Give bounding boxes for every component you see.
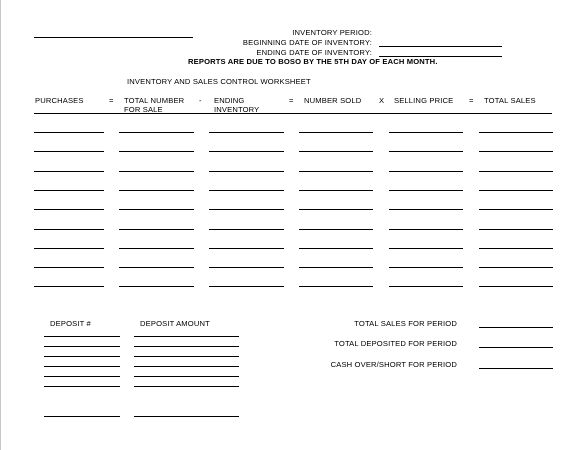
purchases-entry-line[interactable] [34, 267, 104, 268]
beginning-date-label: BEGINNING DATE OF INVENTORY: [242, 38, 372, 47]
deposit-amount-entry-line[interactable] [134, 366, 239, 367]
selling-price-entry-line[interactable] [389, 151, 463, 152]
deposit-number-entry-line[interactable] [44, 366, 120, 367]
ending-inventory-entry-line[interactable] [209, 286, 284, 287]
op-equals-2: = [289, 96, 294, 105]
number-sold-entry-line[interactable] [299, 190, 373, 191]
ending-inventory-entry-line[interactable] [209, 248, 284, 249]
col-for-sale: FOR SALE [124, 105, 163, 114]
purchases-entry-line[interactable] [34, 171, 104, 172]
op-minus: - [199, 96, 202, 105]
total-deposited-label: TOTAL DEPOSITED FOR PERIOD [334, 339, 457, 348]
col-inventory: INVENTORY [214, 105, 260, 114]
op-equals-1: = [109, 96, 114, 105]
inventory-period-label: INVENTORY PERIOD: [292, 28, 372, 37]
op-times: X [379, 96, 385, 105]
deposit-number-entry-line[interactable] [44, 356, 120, 357]
page-left-edge [0, 0, 1, 450]
ending-inventory-entry-line[interactable] [209, 229, 284, 230]
purchases-entry-line[interactable] [34, 209, 104, 210]
total-for-sale-entry-line[interactable] [119, 190, 194, 191]
deposit-number-entry-line[interactable] [44, 386, 120, 387]
total-sales-entry-line[interactable] [479, 132, 553, 133]
number-sold-entry-line[interactable] [299, 209, 373, 210]
total-for-sale-entry-line[interactable] [119, 248, 194, 249]
total-for-sale-entry-line[interactable] [119, 132, 194, 133]
selling-price-entry-line[interactable] [389, 267, 463, 268]
col-total-number: TOTAL NUMBER [124, 96, 185, 105]
deposit-number-entry-line[interactable] [44, 376, 120, 377]
total-for-sale-entry-line[interactable] [119, 151, 194, 152]
deposit-number-label: DEPOSIT # [50, 319, 91, 328]
ending-date-label: ENDING DATE OF INVENTORY: [256, 48, 372, 57]
col-purchases: PURCHASES [35, 96, 84, 105]
deposit-number-entry-line[interactable] [44, 336, 120, 337]
number-sold-entry-line[interactable] [299, 229, 373, 230]
purchases-entry-line[interactable] [34, 132, 104, 133]
reports-due-notice: REPORTS ARE DUE TO BOSO BY THE 5TH DAY OF EACH MONTH. [188, 57, 438, 66]
ending-inventory-entry-line[interactable] [209, 190, 284, 191]
selling-price-entry-line[interactable] [389, 229, 463, 230]
deposit-amount-label: DEPOSIT AMOUNT [140, 319, 210, 328]
number-sold-entry-line[interactable] [299, 171, 373, 172]
selling-price-entry-line[interactable] [389, 248, 463, 249]
total-sales-entry-line[interactable] [479, 267, 553, 268]
worksheet-title: INVENTORY AND SALES CONTROL WORKSHEET [127, 77, 311, 86]
col-number-sold: NUMBER SOLD [304, 96, 362, 105]
total-sales-entry-line[interactable] [479, 190, 553, 191]
col-selling-price: SELLING PRICE [394, 96, 454, 105]
deposit-amount-entry-line[interactable] [134, 346, 239, 347]
deposit-amount-entry-line[interactable] [134, 376, 239, 377]
total-sales-entry-line[interactable] [479, 248, 553, 249]
total-sales-entry-line[interactable] [479, 286, 553, 287]
deposit-amount-entry-line[interactable] [134, 336, 239, 337]
selling-price-entry-line[interactable] [389, 286, 463, 287]
selling-price-entry-line[interactable] [389, 132, 463, 133]
ending-inventory-entry-line[interactable] [209, 132, 284, 133]
total-for-sale-entry-line[interactable] [119, 267, 194, 268]
selling-price-entry-line[interactable] [389, 171, 463, 172]
deposit-amount-entry-line[interactable] [134, 386, 239, 387]
ending-inventory-entry-line[interactable] [209, 171, 284, 172]
cash-over-short-field-line[interactable] [479, 368, 553, 369]
total-for-sale-entry-line[interactable] [119, 229, 194, 230]
col-total-sales: TOTAL SALES [484, 96, 536, 105]
purchases-entry-line[interactable] [34, 190, 104, 191]
ending-inventory-entry-line[interactable] [209, 267, 284, 268]
total-deposited-field-line[interactable] [479, 347, 553, 348]
purchases-entry-line[interactable] [34, 286, 104, 287]
purchases-entry-line[interactable] [34, 151, 104, 152]
number-sold-entry-line[interactable] [299, 248, 373, 249]
op-equals-3: = [469, 96, 474, 105]
name-field-line[interactable] [34, 37, 193, 38]
total-sales-entry-line[interactable] [479, 171, 553, 172]
deposit-number-entry-line[interactable] [44, 416, 120, 417]
deposit-amount-entry-line[interactable] [134, 356, 239, 357]
total-sales-entry-line[interactable] [479, 229, 553, 230]
purchases-entry-line[interactable] [34, 248, 104, 249]
ending-inventory-entry-line[interactable] [209, 209, 284, 210]
beginning-date-field-line[interactable] [379, 46, 502, 47]
number-sold-entry-line[interactable] [299, 267, 373, 268]
total-sales-label: TOTAL SALES FOR PERIOD [354, 319, 457, 328]
deposit-amount-entry-line[interactable] [134, 416, 239, 417]
number-sold-entry-line[interactable] [299, 151, 373, 152]
total-for-sale-entry-line[interactable] [119, 171, 194, 172]
deposit-number-entry-line[interactable] [44, 346, 120, 347]
total-for-sale-entry-line[interactable] [119, 286, 194, 287]
number-sold-entry-line[interactable] [299, 132, 373, 133]
total-sales-entry-line[interactable] [479, 209, 553, 210]
total-sales-entry-line[interactable] [479, 151, 553, 152]
selling-price-entry-line[interactable] [389, 209, 463, 210]
selling-price-entry-line[interactable] [389, 190, 463, 191]
number-sold-entry-line[interactable] [299, 286, 373, 287]
header-underline [34, 113, 552, 114]
total-sales-field-line[interactable] [479, 327, 553, 328]
col-ending: ENDING [214, 96, 245, 105]
purchases-entry-line[interactable] [34, 229, 104, 230]
ending-inventory-entry-line[interactable] [209, 151, 284, 152]
cash-over-short-label: CASH OVER/SHORT FOR PERIOD [330, 360, 457, 369]
total-for-sale-entry-line[interactable] [119, 209, 194, 210]
